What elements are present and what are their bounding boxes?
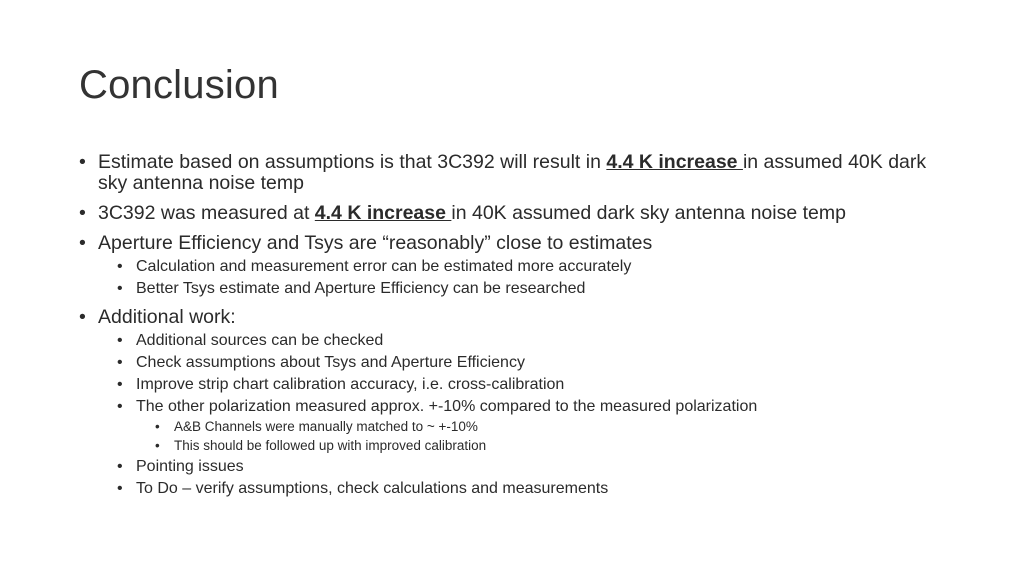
- bullet-group-additional-work: [79, 307, 959, 498]
- subsub-bullet-followup: • This should be followed up with improved calibration: [155, 438, 959, 454]
- sub-bullet-sources: • Additional sources can be checked: [117, 332, 959, 350]
- sub-bullet-pointing: • Pointing issues: [117, 458, 959, 476]
- sub-bullet-assumptions: • Check assumptions about Tsys and Aperture Efficiency: [117, 354, 959, 372]
- bullet-estimate: [79, 152, 959, 194]
- bullet-measured: [79, 203, 959, 224]
- bullet-estimate-highlight: 4.4 K increase: [606, 151, 743, 173]
- bullet-group-aperture: [79, 233, 959, 298]
- subsub-bullet-channels: • A&B Channels were manually matched to ~ +-10%: [155, 419, 959, 435]
- bullet-list: [79, 152, 959, 507]
- bullet-estimate-text: Estimate based on assumptions is that 3C392 will result in: [98, 151, 607, 173]
- sub-bullet-error: • Calculation and measurement error can be estimated more accurately: [117, 258, 959, 276]
- sub-bullet-polarization: • The other polarization measured approx. +-10% compared to the measured polarization: [117, 398, 959, 416]
- bullet-aperture: • Aperture Efficiency and Tsys are “reasonably” close to estimates: [79, 233, 959, 254]
- sub-bullet-tsys: • Better Tsys estimate and Aperture Efficiency can be researched: [117, 280, 959, 298]
- slide-title: Conclusion: [79, 63, 279, 107]
- bullet-estimate-tail: in assumed 40K dark sky antenna noise temp: [98, 151, 927, 194]
- bullet-measured-text: 3C392 was measured at: [98, 202, 315, 224]
- bullet-measured-highlight: 4.4 K increase: [314, 202, 452, 224]
- bullet-additional-work: • Additional work:: [79, 307, 959, 328]
- sub-bullet-calibration: • Improve strip chart calibration accuracy, i.e. cross-calibration: [117, 376, 959, 394]
- bullet-measured-tail: in 40K assumed dark sky antenna noise temp: [451, 202, 846, 224]
- sub-bullet-todo: • To Do – verify assumptions, check calculations and measurements: [117, 480, 959, 498]
